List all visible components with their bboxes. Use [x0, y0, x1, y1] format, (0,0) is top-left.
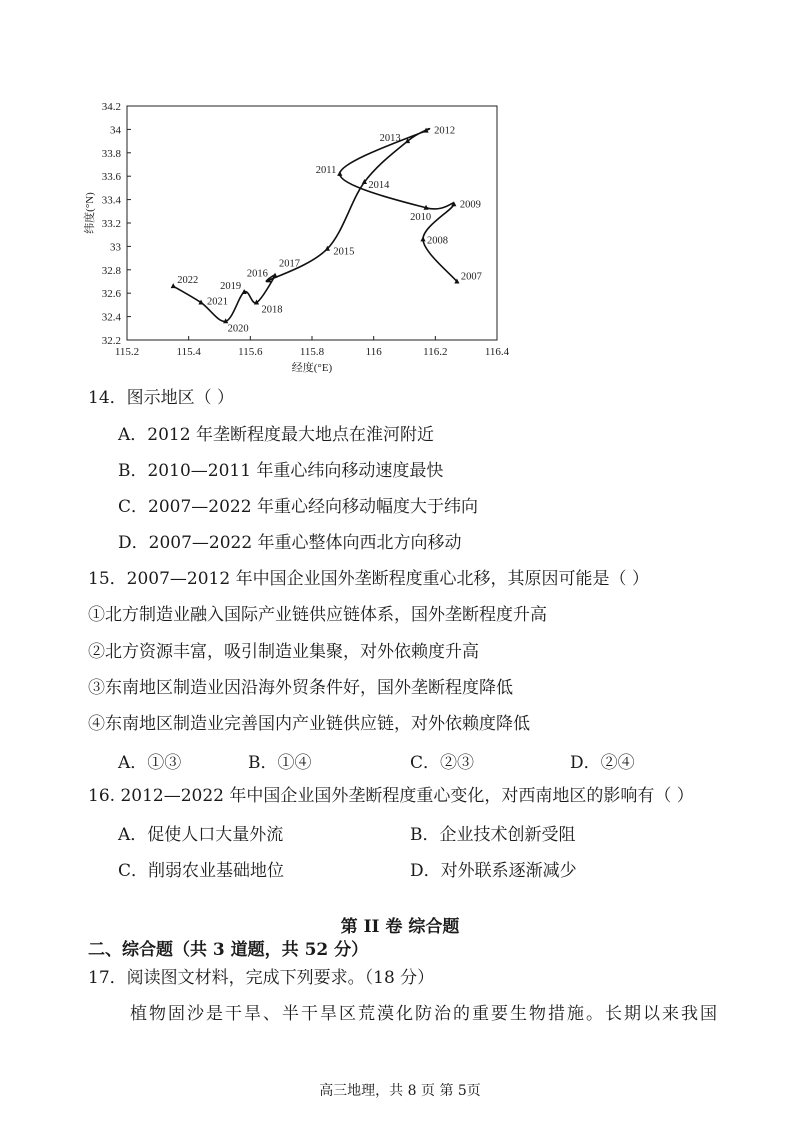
x-tick-label: 116	[365, 346, 382, 358]
q17-stem: 17．阅读图文材料，完成下列要求。（18 分）	[88, 968, 435, 988]
point-2008	[420, 236, 425, 241]
q16-stem: 16. 2012—2022 年中国企业国外垄断程度重心变化，对西南地区的影响有（ ）	[88, 786, 694, 806]
q16-option-c: C．削弱农业基础地位	[118, 861, 285, 881]
chart-axes	[127, 106, 497, 340]
q16-option-a: A．促使人口大量外流	[118, 825, 284, 845]
x-axis-label: 经度(°E)	[291, 362, 333, 374]
q15-item-2: ②北方资源丰富，吸引制造业集聚，对外依赖度升高	[88, 642, 479, 662]
q17-material-text: 植物固沙是干旱、半干旱区荒漠化防治的重要生物措施。长期以来我国	[130, 1004, 719, 1024]
section-title: 第 II 卷 综合题	[340, 917, 460, 937]
q16-option-d: D．对外联系逐渐减少	[410, 861, 577, 881]
point-label-2015: 2015	[333, 246, 355, 258]
q15-option-a: A．①③	[118, 753, 182, 773]
gravity-center-trajectory	[173, 129, 457, 322]
q15-stem: 15．2007—2012 年中国企业国外垄断程度重心北移，其原因可能是（ ）	[88, 569, 649, 589]
y-tick-label: 32.4	[101, 311, 121, 324]
q14-option-c: C．2007—2022 年重心经向移动幅度大于纬向	[118, 497, 478, 517]
point-label-2012: 2012	[434, 125, 456, 137]
y-tick-label: 33.2	[101, 218, 121, 230]
point-label-2013: 2013	[379, 133, 401, 145]
q14-option-a: A．2012 年垄断程度最大地点在淮河附近	[118, 425, 434, 445]
y-tick-label: 33.4	[101, 194, 121, 207]
point-label-2014: 2014	[368, 180, 390, 192]
q16-options-row-2	[118, 856, 678, 880]
y-tick-label: 33.8	[101, 147, 121, 160]
x-tick-label: 115.6	[238, 346, 263, 358]
q16-options-row-1	[118, 820, 678, 844]
y-tick-label: 33	[110, 241, 121, 254]
y-tick-label: 34	[110, 124, 121, 137]
point-label-2019: 2019	[220, 281, 242, 293]
x-tick-label: 116.4	[484, 346, 510, 358]
x-tick-label: 115.8	[299, 346, 325, 358]
point-label-2011: 2011	[315, 164, 337, 176]
q14-option-b: B．2010—2011 年重心纬向移动速度最快	[118, 461, 444, 481]
point-label-2008: 2008	[427, 235, 448, 247]
point-label-2010: 2010	[410, 211, 432, 223]
q15-options	[118, 748, 678, 772]
y-tick-label: 34.2	[101, 101, 121, 113]
point-label-2017: 2017	[279, 258, 300, 270]
point-label-2007: 2007	[460, 271, 482, 283]
point-label-2016: 2016	[246, 268, 268, 280]
q14-stem: 14．图示地区（ ）	[88, 388, 235, 408]
q15-item-1: ①北方制造业融入国际产业链供应链体系，国外垄断程度升高	[88, 605, 547, 625]
x-tick-label: 115.2	[114, 346, 140, 358]
point-2022	[171, 283, 176, 288]
x-tick-label: 116.2	[423, 346, 448, 358]
point-label-2018: 2018	[261, 304, 283, 316]
y-tick-label: 33.6	[101, 171, 121, 184]
q15-item-4: ④东南地区制造业完善国内产业链供应链，对外依赖度降低	[88, 714, 530, 734]
chart-points	[171, 126, 482, 335]
plot-frame	[127, 106, 497, 340]
point-label-2021: 2021	[207, 296, 228, 308]
section-heading: 二、综合题（共 3 道题，共 52 分）	[88, 940, 369, 960]
q15-option-d: D．②④	[570, 753, 635, 773]
page-footer: 高三地理，共 8 页 第 5页	[319, 1083, 481, 1099]
y-axis-label: 纬度(°N)	[84, 192, 96, 234]
point-label-2009: 2009	[459, 199, 481, 211]
chart-ticks	[102, 101, 510, 358]
point-label-2020: 2020	[227, 323, 249, 335]
point-2011	[337, 171, 342, 176]
q16-option-b: B．企业技术创新受阻	[410, 825, 576, 845]
y-tick-label: 32.8	[101, 264, 121, 277]
q14-option-d: D．2007—2022 年重心整体向西北方向移动	[118, 533, 462, 553]
y-tick-label: 32.2	[101, 335, 121, 347]
gravity-center-chart	[70, 90, 510, 380]
x-tick-label: 115.4	[176, 346, 201, 358]
q15-item-3: ③东南地区制造业因沿海外贸条件好，国外垄断程度降低	[88, 678, 513, 698]
point-label-2022: 2022	[177, 275, 199, 287]
y-tick-label: 32.6	[101, 288, 121, 301]
q15-option-c: C．②③	[410, 753, 475, 773]
q15-option-b: B．①④	[248, 753, 312, 773]
